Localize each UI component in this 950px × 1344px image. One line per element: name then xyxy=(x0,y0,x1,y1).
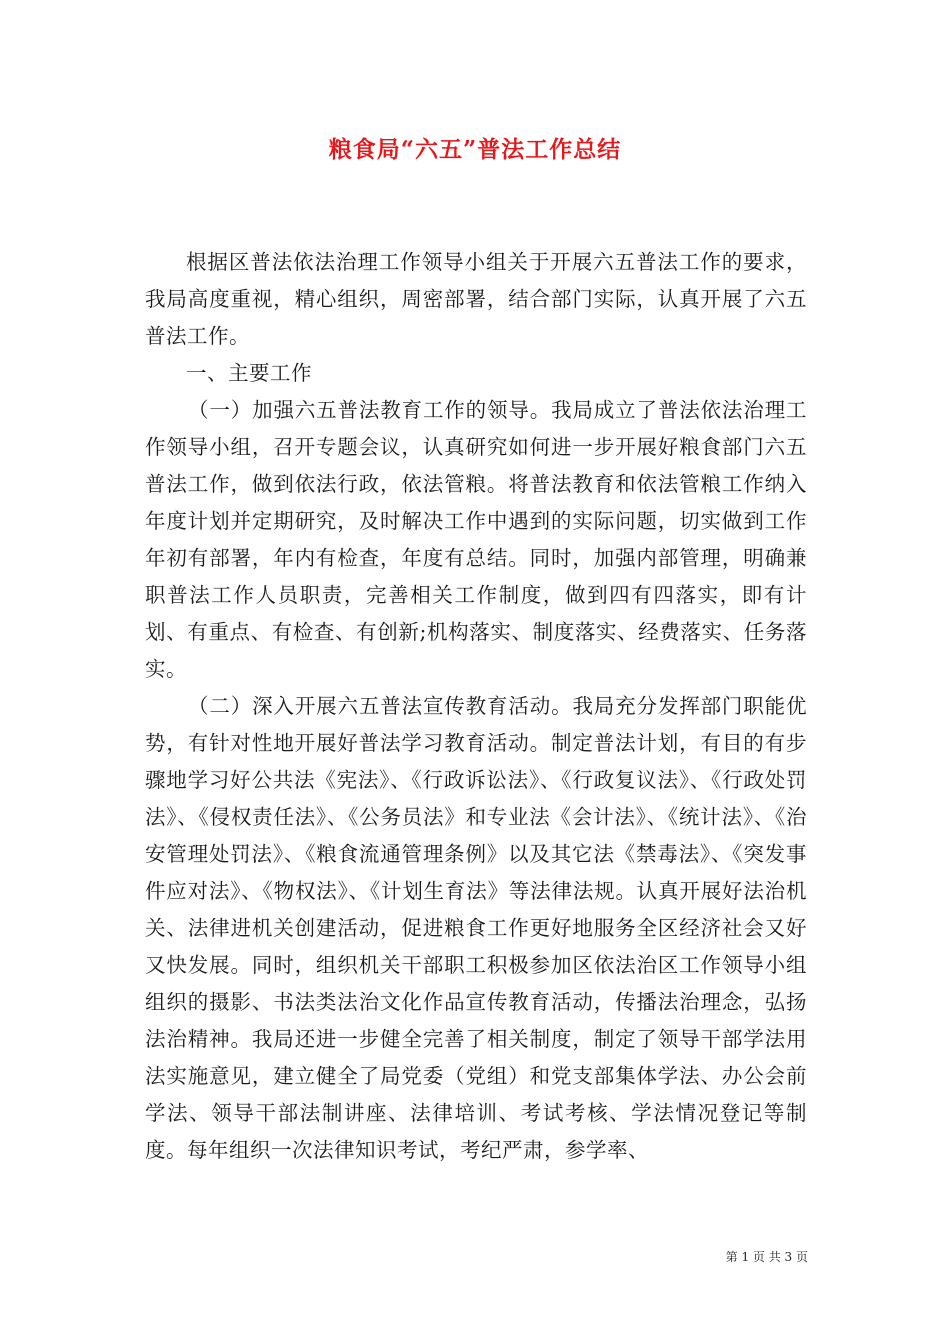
page-number: 第 1 页 共 3 页 xyxy=(725,1250,808,1264)
subsection-paragraph-1: （一）加强六五普法教育工作的领导。我局成立了普法依法治理工作领导小组，召开专题会议，认真研究如何进一步开展好粮食部门六五普法工作，做到依法行政，依法管粮。将普法教育和依法管粮工作纳入年度计划并定期研究，及时解决工作中遇到的实际问题，切实做到工作年初有部署，年内有检查，年度有总结。同时，加强内部管理，明确兼职普法工作人员职责，完善相关工作制度，做到四有四落实，即有计划、有重点、有检查、有创新;机构落实、制度落实、经费落实、任务落实。 xyxy=(145,398,807,681)
document-body xyxy=(145,244,807,1169)
subsection-paragraph-2: （二）深入开展六五普法宣传教育活动。我局充分发挥部门职能优势，有针对性地开展好普法学习教育活动。制定普法计划，有目的有步骤地学习好公共法《宪法》、《行政诉讼法》、《行政复议法》、《行政处罚法》、《侵权责任法》、《公务员法》和专业法《会计法》、《统计法》、《治安管理处罚法》、《粮食流通管理条例》以及其它法《禁毒法》、《突发事件应对法》、《物权法》、《计划生育法》等法律法规。认真开展好法治机关、法律进机关创建活动，促进粮食工作更好地服务全区经济社会又好又快发展。同时，组织机关干部职工积极参加区依法治区工作领导小组组织的摄影、书法类法治文化作品宣传教育活动，传播法治理念，弘扬法治精神。我局还进一步健全完善了相关制度，制定了领导干部学法用法实施意见，建立健全了局党委（党组）和党支部集体学法、办公会前学法、领导干部法制讲座、法律培训、考试考核、学法情况登记等制度。每年组织一次法律知识考试，考纪严肃，参学率、 xyxy=(145,694,807,1162)
intro-paragraph: 根据区普法依法治理工作领导小组关于开展六五普法工作的要求，我局高度重视，精心组织，周密部署，结合部门实际，认真开展了六五普法工作。 xyxy=(145,250,807,348)
page-title: 粮食局“六五”普法工作总结 xyxy=(328,136,622,163)
section-heading: 一、主要工作 xyxy=(186,361,312,385)
